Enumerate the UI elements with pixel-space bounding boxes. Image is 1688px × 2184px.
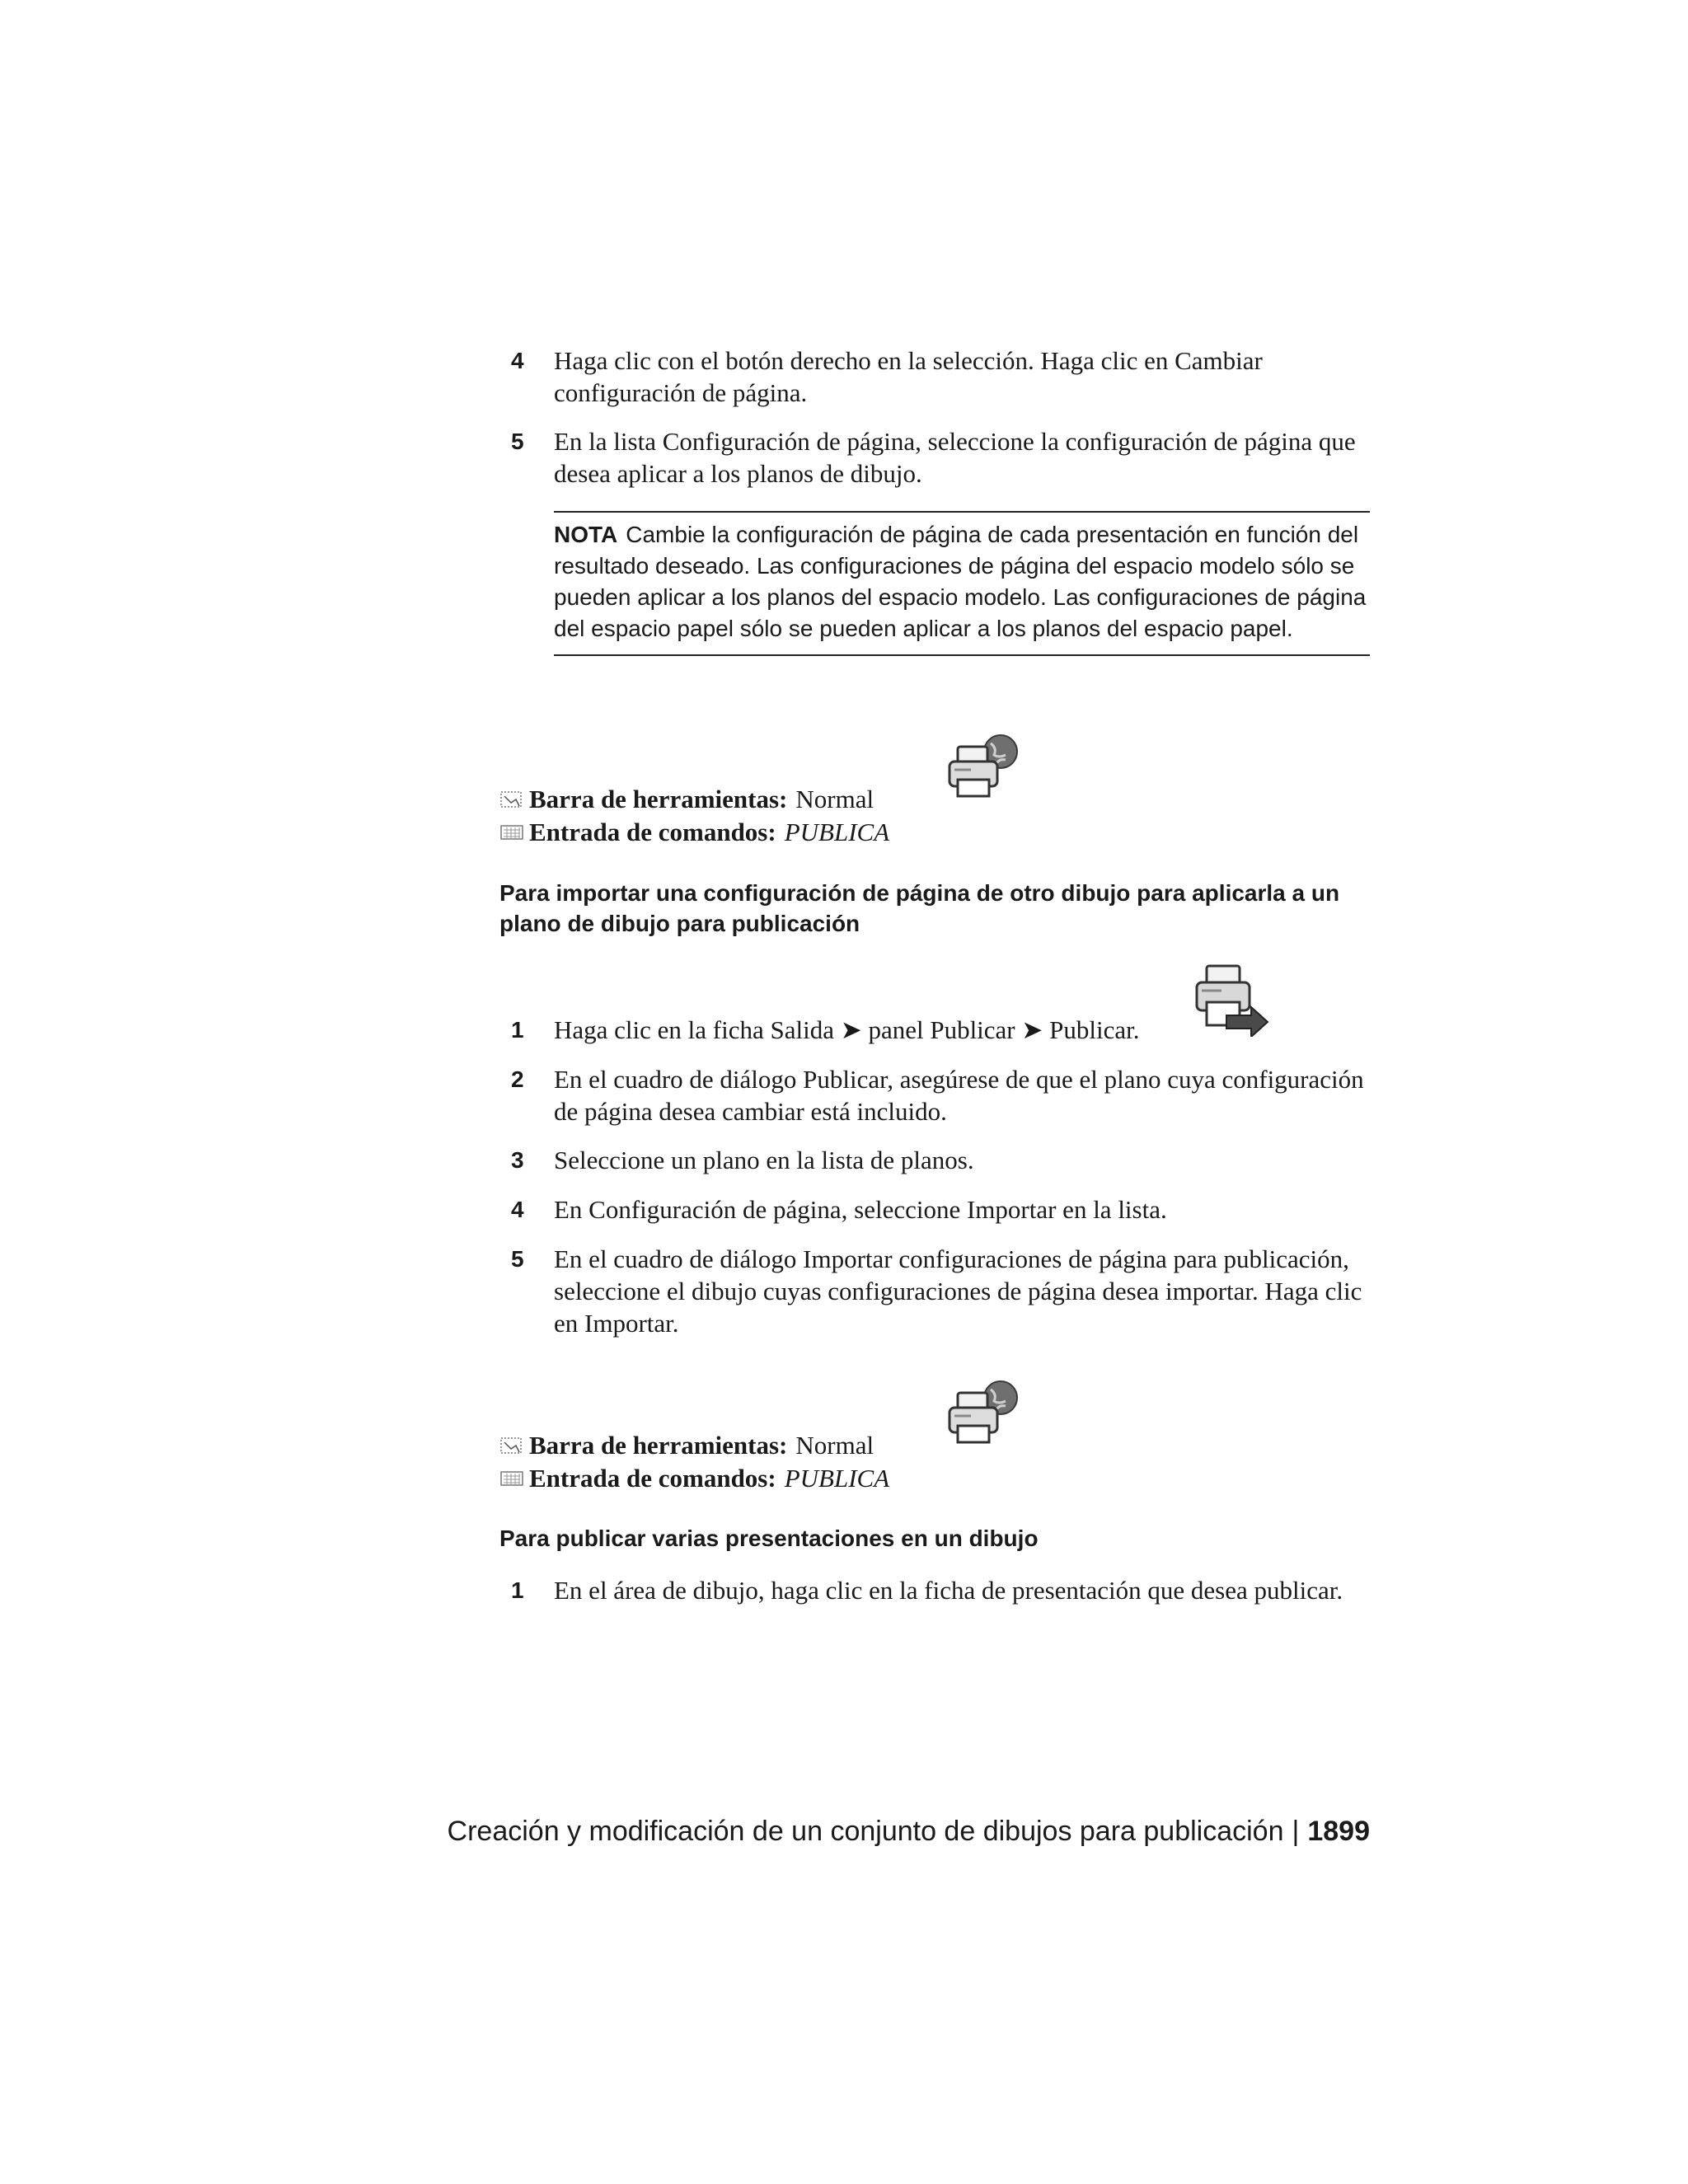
command-value: PUBLICA [784,1464,890,1493]
step-text: Haga clic en la ficha Salida ➤ panel Publicar ➤ Publicar. [554,1015,1140,1044]
note-label: NOTA [554,522,618,547]
step-item [511,1574,1368,1606]
step-number: 4 [511,1197,524,1222]
toolbar-label: Barra de herramientas: [529,785,788,813]
printer-globe-icon [946,1378,1022,1454]
page-number: 1899 [1307,1816,1370,1847]
step-number: 4 [511,348,524,373]
step-number: 1 [511,1577,524,1603]
toolbar-label: Barra de herramientas: [529,1431,788,1460]
step-number: 2 [511,1066,524,1092]
procedure-title: Para publicar varias presentaciones en un dibujo [499,1526,1039,1551]
procedure-title: Para importar una configuración de página de otro dibujo para aplicarla a un plano de dibujo para publicación [499,880,1340,936]
command-label: Entrada de comandos: [529,818,776,846]
step-number: 1 [511,1017,524,1043]
toolbar-icon [499,790,524,809]
toolbar-value: Normal [795,785,874,813]
step-text: Seleccione un plano en la lista de planos. [554,1146,974,1174]
step-item [511,1193,1368,1226]
note-text: Cambie la configuración de página de cada presentación en función del resultado deseado. Las configuraciones de página del espacio modelo sólo se pueden aplicar a los planos del espacio modelo. Las configuraciones de página del espacio papel sólo se pueden aplicar a los planos del espacio papel. [554,522,1367,641]
printer-arrow-icon [1193,963,1273,1037]
footer-title: Creación y modificación de un conjunto de dibujos para publicación [447,1816,1284,1847]
keyboard-icon [499,823,524,842]
step-text: En el cuadro de diálogo Publicar, asegúrese de que el plano cuya configuración de página desea cambiar está incluido. [554,1065,1364,1126]
command-label: Entrada de comandos: [529,1464,776,1493]
step-text: En el cuadro de diálogo Importar configuraciones de página para publicación, seleccione el dibujo cuyas configuraciones de página desea importar. Haga clic en Importar. [554,1244,1362,1338]
step-text: En la lista Configuración de página, seleccione la configuración de página que desea aplicar a los planos de dibujo. [554,427,1356,488]
step-text: En el área de dibujo, haga clic en la ficha de presentación que desea publicar. [554,1576,1343,1605]
page-footer [448,1816,1370,1848]
step-item [511,344,1368,409]
toolbar-icon [499,1436,524,1455]
footer-separator: | [1292,1816,1300,1847]
step-item [511,1063,1368,1127]
step-item [511,1144,1368,1176]
keyboard-icon [499,1469,524,1488]
toolbar-value: Normal [795,1431,874,1460]
step-number: 5 [511,429,524,454]
access-methods [499,783,889,849]
step-number: 5 [511,1246,524,1272]
step-text: En Configuración de página, seleccione Importar en la lista. [554,1195,1167,1224]
step-text: Haga clic con el botón derecho en la selección. Haga clic en Cambiar configuración de página. [554,346,1263,407]
step-item [511,1243,1368,1339]
step-item [511,425,1368,490]
command-value: PUBLICA [784,818,890,846]
note-box [554,511,1370,656]
step-number: 3 [511,1147,524,1173]
access-methods [499,1429,889,1495]
printer-globe-icon [946,732,1022,808]
